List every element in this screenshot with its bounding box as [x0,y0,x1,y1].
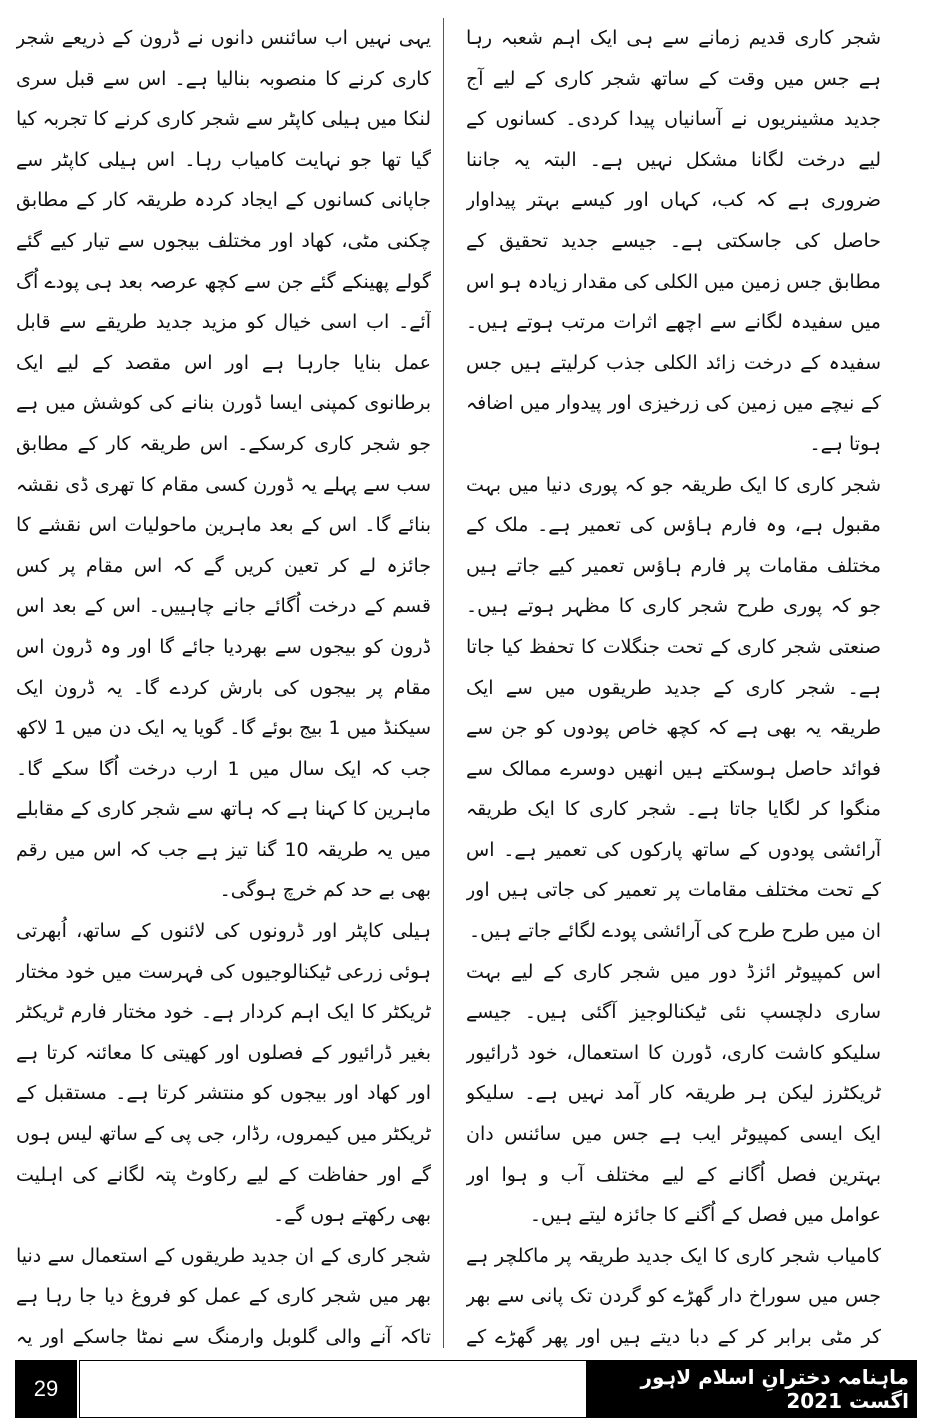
paragraph: ہیلی کاپٹر اور ڈرونوں کی لائنوں کے ساتھ، اُبھرتی ہوئی زرعی ٹیکنالوجیوں کی فہرست میں خود مختار ٹریکٹر کا ایک اہم کردار ہے۔ خود مختار فارم ٹریکٹر بغیر ڈرائیور کے فصلوں اور کھیتی کا معائنہ کرتا ہے اور کھاد اور بیجوں کو منتشر کرتا ہے۔ مستقبل کے ٹریکٹر میں کیمروں، رڈار، جی پی کے ساتھ لیس ہوں گے اور حفاظت کے لیے رکاوٹ پتہ لگانے کی اہلیت بھی رکھتے ہوں گے۔ [16,920,431,1227]
paragraph: شجر کاری کے ان جدید طریقوں کے استعمال سے دنیا بھر میں شجر کاری کے عمل کو فروغ دیا جا رہا ہے تاکہ آنے والی گلوبل وارمنگ سے نمٹا جاسکے اور یہ [16,1244,431,1348]
paragraph: شجر کاری قدیم زمانے سے ہی ایک اہم شعبہ رہا ہے جس میں وقت کے ساتھ شجر کاری کے لیے آج جدید مشینریوں نے آسانیاں پیدا کردی۔ کسانوں کے لیے درخت لگانا مشکل نہیں ہے۔ البتہ یہ جاننا ضروری ہے کہ کب، کہاں اور کیسے بہتر پیداوار حاصل کی جاسکتی ہے۔ جیسے جدید تحقیق کے مطابق جس زمین میں الکلی کی مقدار زیادہ ہو اس میں سفیدہ لگانے سے اچھے اثرات مرتب ہوتے ہیں۔ سفیدہ کے درخت زائد الکلی جذب کرلیتے ہیں جس کے نیچے میں زمین کی زرخیزی اور پیدوار میں اضافہ ہوتا ہے۔ [466,27,881,455]
page-number: 29 [15,1360,77,1418]
paragraph: یہی نہیں اب سائنس دانوں نے ڈرون کے ذریعے شجر کاری کرنے کا منصوبہ بنالیا ہے۔ اس سے قبل سری لنکا میں ہیلی کاپٹر سے شجر کاری کرنے کا تجربہ کیا گیا تھا جو نہایت کامیاب رہا۔ اس ہیلی کاپٹر سے جاپانی کسانوں کے ایجاد کردہ طریقہ کار کے مطابق چکنی مٹی، کھاد اور مختلف بیجوں سے تیار کیے گئے گولے پھینکے گئے جن سے کچھ عرصہ بعد ہی پودے اُگ آئے۔ اب اسی خیال کو مزید جدید طریقے سے قابل عمل بنایا جارہا ہے اور اس مقصد کے لیے ایک برطانوی کمپنی ایسا ڈورن بنانے کی کوشش میں ہے جو شجر کاری کرسکے۔ اس طریقہ کار کے مطابق سب سے پہلے یہ ڈورن کسی مقام کا تھری ڈی نقشہ بنائے گا۔ اس کے بعد ماہرین ماحولیات اس نقشے کا جائزہ لے کر تعین کریں گے کہ اس مقام پر کس قسم کے درخت اُگائے جانے چاہییں۔ اس کے بعد اس ڈرون کو بیجوں سے بھردیا جائے گا اور وہ ڈرون اس مقام پر بیجوں کی بارش کردے گا۔ یہ ڈرون ایک سیکنڈ میں 1 بیج بوئے گا۔ گویا یہ ایک دن میں 1 لاکھ جب کہ ایک سال میں 1 ارب درخت اُگا سکے گا۔ ماہرین کا کہنا ہے کہ ہاتھ سے شجر کاری کے مقابلے میں یہ طریقہ 10 گنا تیز ہے جب کہ اس میں رقم بھی بے حد کم خرچ ہوگی۔ [16,27,431,902]
paragraph: کامیاب شجر کاری کا ایک جدید طریقہ پر ماکلچر ہے جس میں سوراخ دار گھڑے کو گردن تک پانی سے بھر کر مٹی برابر کر کے دبا دیتے ہیں اور پھر گھڑے کے [466,1244,881,1348]
magazine-title: ماہنامہ دخترانِ اسلام لاہور اگست 2021 [587,1360,917,1418]
article-column-right [466,18,881,1348]
paragraph: اس کمپیوٹر ائزڈ دور میں شجر کاری کے لیے بہت ساری دلچسپ نئی ٹیکنالوجیز آگئی ہیں۔ جیسے سلیکو کاشت کاری، ڈورن کا استعمال، خود ڈرائیور ٹریکٹرز لیکن ہر طریقہ کار آمد نہیں ہے۔ سلیکو ایک ایسی کمپیوٹر ایب ہے جس میں سائنس دان بہترین فصل اُگانے کے لیے مختلف آب و ہوا اور عوامل میں فصل کے اُگنے کا جائزہ لیتے ہیں۔ [466,960,881,1227]
footer-blank-box [79,1360,587,1418]
page-footer [15,1360,917,1418]
paragraph: شجر کاری کا ایک طریقہ جو کہ پوری دنیا میں بہت مقبول ہے، وہ فارم ہاؤس کی تعمیر ہے۔ ملک کے مختلف مقامات پر فارم ہاؤس تعمیر کیے جاتے ہیں جو کہ پوری طرح شجر کاری کا مظہر ہوتے ہیں۔ صنعتی شجر کاری کے تحت جنگلات کا تحفظ کیا جاتا ہے۔ شجر کاری کے جدید طریقوں میں سے ایک طریقہ یہ بھی ہے کہ کچھ خاص پودوں کو جن سے فوائد حاصل ہوسکتے ہیں انھیں دوسرے ممالک سے منگوا کر لگایا جاتا ہے۔ شجر کاری کا ایک طریقہ آرائشی پودوں کے ساتھ پارکوں کی تعمیر ہے۔ اس کے تحت مختلف مقامات پر تعمیر کی جاتی ہیں اور ان میں طرح طرح کی آرائشی پودے لگائے جاتے ہیں۔ [466,473,881,943]
article-column-left [16,18,431,1348]
column-divider [443,18,444,1348]
